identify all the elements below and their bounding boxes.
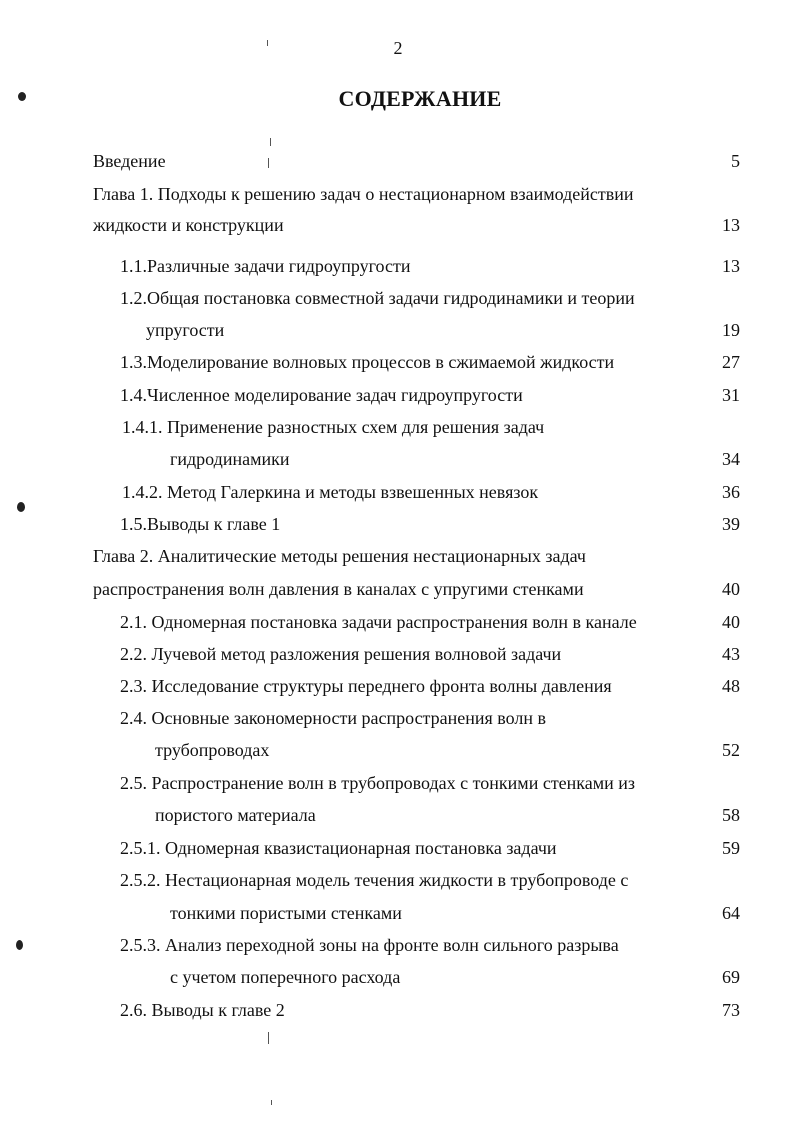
toc-entry-text: распространения волн давления в каналах с упругими стенками [93,579,584,599]
scan-speck [271,1100,272,1105]
toc-entry-text: трубопроводах [155,740,270,760]
toc-entry-text: 1.4.Численное моделирование задач гидроупругости [120,385,523,405]
toc-entry-page: 73 [722,1000,740,1020]
toc-entry-text: 1.5.Выводы к главе 1 [120,514,281,534]
toc-entry-page: 5 [731,151,740,171]
toc-entry-page: 31 [722,385,740,405]
toc-entry-page: 36 [722,482,740,502]
toc-entry-page: 40 [722,579,740,599]
toc-entry-page: 27 [722,352,740,372]
toc-entry-text: 2.5.3. Анализ переходной зоны на фронте волн сильного разрыва [120,935,619,955]
toc-entry-text: 2.5.2. Нестационарная модель течения жидкости в трубопроводе с [120,870,629,890]
page-title: СОДЕРЖАНИЕ [338,86,502,111]
toc-entry-page: 43 [722,644,740,664]
page-number: 2 [393,38,403,58]
toc-entry-text: гидродинамики [170,449,290,469]
toc-entry-text: Глава 1. Подходы к решению задач о нестационарном взаимодействии [93,184,634,204]
scan-speck [270,138,271,146]
toc-entry-text: 2.6. Выводы к главе 2 [120,1000,285,1020]
toc-entry-text: Введение [93,151,166,171]
toc-entry-page: 19 [722,320,740,340]
toc-entry-text: 2.4. Основные закономерности распространения волн в [120,708,547,728]
toc-entry-page: 52 [722,740,740,760]
toc-entry-page: 39 [722,514,740,534]
toc-entry-page: 59 [722,838,740,858]
toc-entry-text: 1.4.1. Применение разностных схем для решения задач [122,417,545,437]
toc-entry-text: 2.1. Одномерная постановка задачи распространения волн в канале [120,612,637,632]
toc-entry-page: 64 [722,903,740,923]
toc-entry-page: 58 [722,805,740,825]
scan-mark [17,502,25,512]
toc-entry-text: 1.1.Различные задачи гидроупругости [120,256,411,276]
toc-entry-text: 2.2. Лучевой метод разложения решения волновой задачи [120,644,562,664]
toc-entry-text: тонкими пористыми стенками [170,903,402,923]
toc-entry-text: с учетом поперечного расхода [170,967,401,987]
scan-mark [18,92,26,101]
toc-entry-text: Глава 2. Аналитические методы решения нестационарных задач [93,546,586,566]
toc-entry-text: 1.3.Моделирование волновых процессов в сжимаемой жидкости [120,352,615,372]
toc-entry-text: 2.3. Исследование структуры переднего фронта волны давления [120,676,612,696]
toc-entry-page: 69 [722,967,740,987]
toc-entry-text: упругости [146,320,225,340]
toc-entry-page: 40 [722,612,740,632]
toc-entry-text: 1.2.Общая постановка совместной задачи гидродинамики и теории [120,288,635,308]
toc-entry-text: 2.5.1. Одномерная квазистационарная постановка задачи [120,838,557,858]
toc-entry-text: 1.4.2. Метод Галеркина и методы взвешенных невязок [122,482,539,502]
toc-entry-page: 34 [722,449,740,469]
toc-entry-text: жидкости и конструкции [93,215,284,235]
toc-entry-text: пористого материала [155,805,316,825]
toc-entry-page: 13 [722,215,740,235]
toc-entry-text: 2.5. Распространение волн в трубопроводах с тонкими стенками из [120,773,636,793]
toc-entry-page: 13 [722,256,740,276]
toc-entry-page: 48 [722,676,740,696]
scan-speck [267,40,268,46]
scan-speck [268,1032,269,1044]
scan-speck [268,158,269,168]
scan-mark [16,940,23,950]
